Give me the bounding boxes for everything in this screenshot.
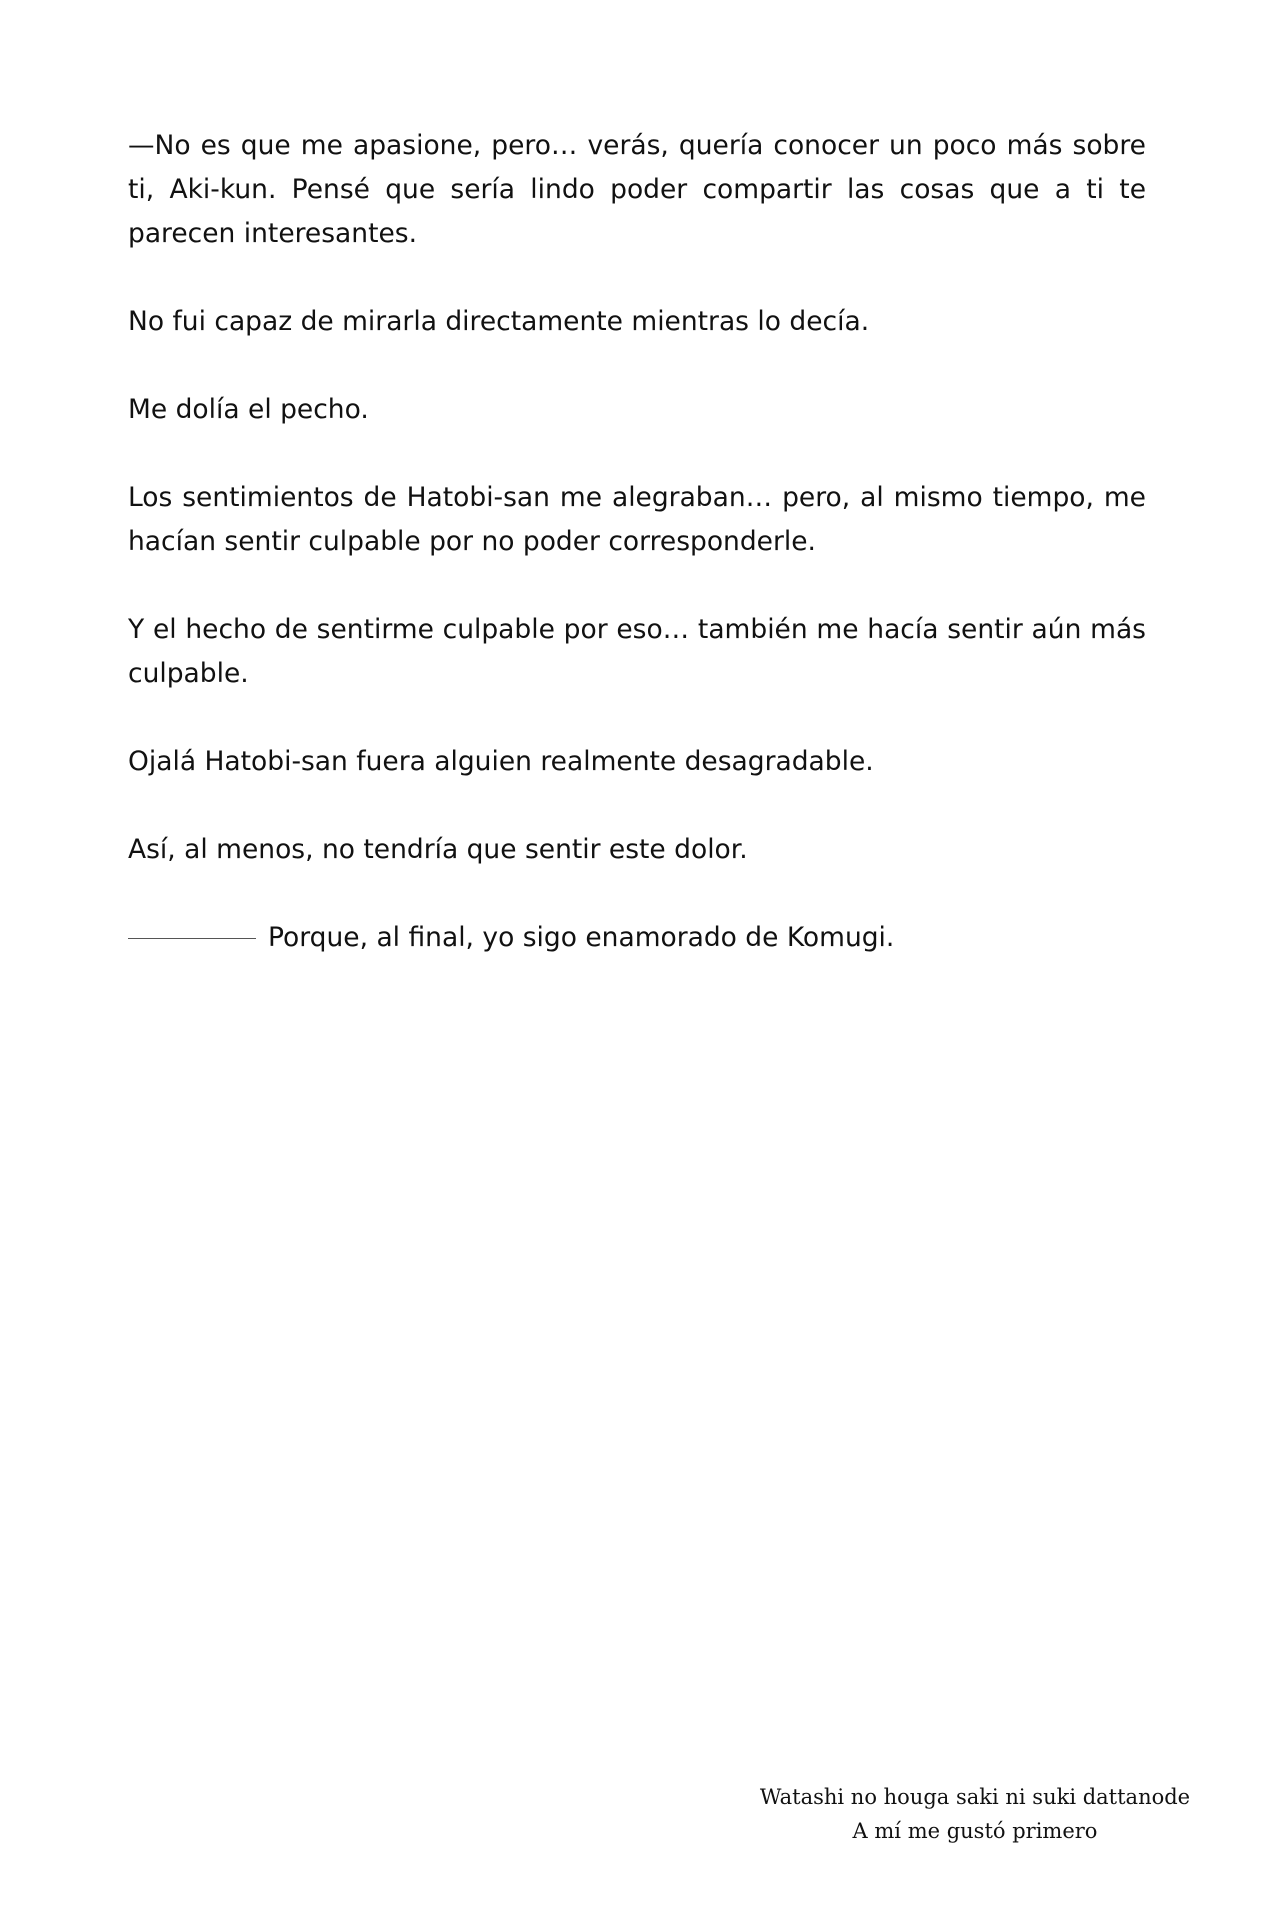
paragraph: Ojalá Hatobi-san fuera alguien realmente desagradable. [128,746,874,777]
paragraph: Me dolía el pecho. [128,394,369,425]
closing-paragraph [128,916,1146,960]
dash-rule [128,938,256,939]
paragraph: No fui capaz de mirarla directamente mientras lo decía. [128,306,870,337]
paragraph: Así, al menos, no tendría que sentir este dolor. [128,834,748,865]
paragraph: Y el hecho de sentirme culpable por eso… también me hacía sentir aún más culpable. [128,614,1146,689]
closing-line: Porque, al final, yo sigo enamorado de Komugi. [268,922,895,953]
page-footer [720,1780,1230,1848]
page-body [128,124,1146,1004]
paragraph: —No es que me apasione, pero… verás, quería conocer un poco más sobre ti, Aki-kun. Pensé que sería lindo poder compartir las cosas que a ti te parecen interesantes. [128,130,1146,249]
paragraph: Los sentimientos de Hatobi-san me alegraban… pero, al mismo tiempo, me hacían sentir culpable por no poder corresponderle. [128,482,1146,557]
footer-title-romaji: Watashi no houga saki ni suki dattanode [759,1785,1191,1809]
footer-title-spanish: A mí me gustó primero [852,1819,1098,1843]
